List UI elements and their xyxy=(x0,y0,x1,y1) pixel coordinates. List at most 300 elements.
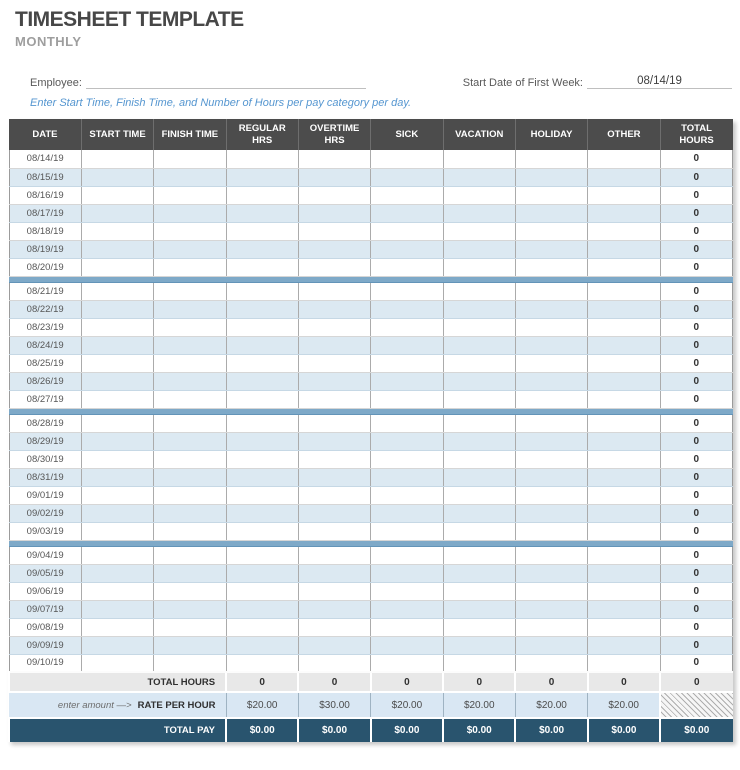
entry-cell[interactable] xyxy=(443,168,515,186)
entry-cell[interactable] xyxy=(443,204,515,222)
entry-cell[interactable] xyxy=(226,636,298,654)
entry-cell[interactable] xyxy=(298,300,370,318)
entry-cell[interactable] xyxy=(298,168,370,186)
total-hours-label: TOTAL HOURS xyxy=(9,672,226,692)
entry-cell[interactable] xyxy=(371,300,443,318)
entry-cell[interactable] xyxy=(154,654,226,672)
day-row xyxy=(9,522,733,540)
entry-cell[interactable] xyxy=(226,258,298,276)
total-pay-value: $0.00 xyxy=(660,718,732,742)
date-cell: 08/16/19 xyxy=(9,186,81,204)
entry-cell[interactable] xyxy=(371,354,443,372)
entry-cell[interactable] xyxy=(298,486,370,504)
entry-cell[interactable] xyxy=(81,168,153,186)
day-row xyxy=(9,486,733,504)
entry-cell[interactable] xyxy=(154,258,226,276)
entry-cell[interactable] xyxy=(588,318,660,336)
entry-cell[interactable] xyxy=(154,390,226,408)
entry-cell[interactable] xyxy=(298,258,370,276)
entry-cell[interactable] xyxy=(298,336,370,354)
entry-cell[interactable] xyxy=(588,354,660,372)
entry-cell[interactable] xyxy=(154,414,226,432)
rate-per-hour-label: RATE PER HOUR xyxy=(137,699,216,711)
entry-cell[interactable] xyxy=(515,468,587,486)
entry-cell[interactable] xyxy=(226,654,298,672)
daily-total-cell: 0 xyxy=(660,546,732,564)
entry-cell[interactable] xyxy=(154,354,226,372)
entry-cell[interactable] xyxy=(588,504,660,522)
entry-cell[interactable] xyxy=(515,546,587,564)
date-cell: 09/04/19 xyxy=(9,546,81,564)
entry-cell[interactable] xyxy=(443,372,515,390)
entry-cell[interactable] xyxy=(154,504,226,522)
entry-cell[interactable] xyxy=(443,618,515,636)
entry-cell[interactable] xyxy=(443,258,515,276)
daily-total-cell: 0 xyxy=(660,240,732,258)
entry-cell[interactable] xyxy=(154,582,226,600)
entry-cell[interactable] xyxy=(81,504,153,522)
entry-cell[interactable] xyxy=(443,546,515,564)
entry-cell[interactable] xyxy=(154,468,226,486)
entry-cell[interactable] xyxy=(371,336,443,354)
entry-cell[interactable] xyxy=(298,468,370,486)
entry-cell[interactable] xyxy=(298,282,370,300)
entry-cell[interactable] xyxy=(154,222,226,240)
rate-value-cell[interactable]: $20.00 xyxy=(443,692,515,718)
entry-cell[interactable] xyxy=(154,564,226,582)
entry-cell[interactable] xyxy=(588,240,660,258)
entry-cell[interactable] xyxy=(81,390,153,408)
entry-cell[interactable] xyxy=(154,186,226,204)
entry-cell[interactable] xyxy=(298,522,370,540)
day-row xyxy=(9,222,733,240)
entry-cell[interactable] xyxy=(154,600,226,618)
date-cell: 08/22/19 xyxy=(9,300,81,318)
timesheet-page xyxy=(0,8,740,770)
total-hours-value: 0 xyxy=(660,672,732,692)
entry-cell[interactable] xyxy=(588,258,660,276)
entry-cell[interactable] xyxy=(371,504,443,522)
day-row xyxy=(9,432,733,450)
entry-cell[interactable] xyxy=(226,222,298,240)
entry-cell[interactable] xyxy=(226,414,298,432)
entry-cell[interactable] xyxy=(81,654,153,672)
entry-cell[interactable] xyxy=(154,240,226,258)
date-cell: 09/06/19 xyxy=(9,582,81,600)
entry-cell[interactable] xyxy=(515,504,587,522)
entry-cell[interactable] xyxy=(81,450,153,468)
entry-cell[interactable] xyxy=(81,240,153,258)
entry-cell[interactable] xyxy=(515,150,587,168)
entry-cell[interactable] xyxy=(588,618,660,636)
entry-cell[interactable] xyxy=(515,522,587,540)
entry-cell[interactable] xyxy=(226,486,298,504)
entry-cell[interactable] xyxy=(226,168,298,186)
date-cell: 08/21/19 xyxy=(9,282,81,300)
entry-cell[interactable] xyxy=(443,654,515,672)
entry-cell[interactable] xyxy=(371,636,443,654)
rate-value-cell[interactable]: $20.00 xyxy=(226,692,298,718)
entry-cell[interactable] xyxy=(515,654,587,672)
entry-cell[interactable] xyxy=(443,432,515,450)
entry-cell[interactable] xyxy=(443,336,515,354)
daily-total-cell: 0 xyxy=(660,168,732,186)
entry-cell[interactable] xyxy=(588,582,660,600)
entry-cell[interactable] xyxy=(226,336,298,354)
entry-cell[interactable] xyxy=(371,486,443,504)
form-row xyxy=(30,75,732,89)
entry-cell[interactable] xyxy=(154,204,226,222)
entry-cell[interactable] xyxy=(588,372,660,390)
entry-cell[interactable] xyxy=(371,240,443,258)
day-row xyxy=(9,546,733,564)
day-row xyxy=(9,654,733,672)
column-header-sick: SICK xyxy=(371,119,443,150)
entry-cell[interactable] xyxy=(154,168,226,186)
entry-cell[interactable] xyxy=(515,300,587,318)
entry-cell[interactable] xyxy=(298,150,370,168)
rate-per-hour-row xyxy=(9,692,733,718)
entry-cell[interactable] xyxy=(226,300,298,318)
entry-cell[interactable] xyxy=(443,600,515,618)
entry-cell[interactable] xyxy=(298,390,370,408)
entry-cell[interactable] xyxy=(588,432,660,450)
entry-cell[interactable] xyxy=(81,486,153,504)
daily-total-cell: 0 xyxy=(660,414,732,432)
daily-total-cell: 0 xyxy=(660,150,732,168)
entry-cell[interactable] xyxy=(443,186,515,204)
entry-cell[interactable] xyxy=(298,546,370,564)
entry-cell[interactable] xyxy=(588,600,660,618)
entry-cell[interactable] xyxy=(443,222,515,240)
entry-cell[interactable] xyxy=(298,600,370,618)
entry-cell[interactable] xyxy=(81,414,153,432)
entry-cell[interactable] xyxy=(588,300,660,318)
entry-cell[interactable] xyxy=(371,582,443,600)
entry-cell[interactable] xyxy=(588,468,660,486)
date-cell: 09/01/19 xyxy=(9,486,81,504)
entry-cell[interactable] xyxy=(515,354,587,372)
daily-total-cell: 0 xyxy=(660,258,732,276)
entry-cell[interactable] xyxy=(371,600,443,618)
entry-cell[interactable] xyxy=(371,390,443,408)
entry-cell[interactable] xyxy=(81,432,153,450)
entry-cell[interactable] xyxy=(588,654,660,672)
entry-cell[interactable] xyxy=(81,150,153,168)
entry-cell[interactable] xyxy=(81,600,153,618)
entry-cell[interactable] xyxy=(371,258,443,276)
entry-cell[interactable] xyxy=(154,282,226,300)
entry-cell[interactable] xyxy=(371,150,443,168)
entry-cell[interactable] xyxy=(515,390,587,408)
entry-cell[interactable] xyxy=(371,450,443,468)
entry-cell[interactable] xyxy=(226,318,298,336)
entry-cell[interactable] xyxy=(226,546,298,564)
entry-cell[interactable] xyxy=(443,318,515,336)
day-row xyxy=(9,468,733,486)
entry-cell[interactable] xyxy=(515,186,587,204)
entry-cell[interactable] xyxy=(515,168,587,186)
entry-cell[interactable] xyxy=(443,300,515,318)
entry-cell[interactable] xyxy=(298,354,370,372)
entry-cell[interactable] xyxy=(226,204,298,222)
daily-total-cell: 0 xyxy=(660,204,732,222)
page-subtitle: MONTHLY xyxy=(15,34,82,49)
entry-cell[interactable] xyxy=(154,546,226,564)
entry-cell[interactable] xyxy=(515,240,587,258)
entry-cell[interactable] xyxy=(298,504,370,522)
entry-cell[interactable] xyxy=(588,564,660,582)
entry-cell[interactable] xyxy=(81,354,153,372)
entry-cell[interactable] xyxy=(81,222,153,240)
entry-cell[interactable] xyxy=(371,546,443,564)
entry-cell[interactable] xyxy=(81,186,153,204)
entry-cell[interactable] xyxy=(443,582,515,600)
entry-cell[interactable] xyxy=(154,318,226,336)
entry-cell[interactable] xyxy=(298,636,370,654)
entry-cell[interactable] xyxy=(443,564,515,582)
entry-cell[interactable] xyxy=(298,414,370,432)
entry-cell[interactable] xyxy=(443,504,515,522)
day-row xyxy=(9,336,733,354)
entry-cell[interactable] xyxy=(81,564,153,582)
entry-cell[interactable] xyxy=(443,240,515,258)
column-header-finish-time: FINISH TIME xyxy=(154,119,226,150)
entry-cell[interactable] xyxy=(154,618,226,636)
entry-cell[interactable] xyxy=(588,168,660,186)
entry-cell[interactable] xyxy=(371,522,443,540)
entry-cell[interactable] xyxy=(298,240,370,258)
entry-cell[interactable] xyxy=(226,390,298,408)
rate-value-cell[interactable]: $20.00 xyxy=(515,692,587,718)
employee-input[interactable] xyxy=(86,75,366,89)
entry-cell[interactable] xyxy=(226,468,298,486)
entry-cell[interactable] xyxy=(298,654,370,672)
entry-cell[interactable] xyxy=(443,486,515,504)
entry-cell[interactable] xyxy=(588,222,660,240)
entry-cell[interactable] xyxy=(588,204,660,222)
daily-total-cell: 0 xyxy=(660,468,732,486)
entry-cell[interactable] xyxy=(81,636,153,654)
entry-cell[interactable] xyxy=(515,582,587,600)
entry-cell[interactable] xyxy=(81,336,153,354)
entry-cell[interactable] xyxy=(154,300,226,318)
date-cell: 08/15/19 xyxy=(9,168,81,186)
daily-total-cell: 0 xyxy=(660,432,732,450)
entry-cell[interactable] xyxy=(371,168,443,186)
date-cell: 08/18/19 xyxy=(9,222,81,240)
entry-cell[interactable] xyxy=(588,450,660,468)
entry-cell[interactable] xyxy=(515,414,587,432)
date-cell: 08/20/19 xyxy=(9,258,81,276)
entry-cell[interactable] xyxy=(371,654,443,672)
entry-cell[interactable] xyxy=(515,600,587,618)
entry-cell[interactable] xyxy=(515,204,587,222)
date-cell: 08/23/19 xyxy=(9,318,81,336)
entry-cell[interactable] xyxy=(371,468,443,486)
enter-amount-hint: enter amount —> xyxy=(57,699,132,711)
entry-cell[interactable] xyxy=(154,336,226,354)
entry-cell[interactable] xyxy=(371,186,443,204)
entry-cell[interactable] xyxy=(515,564,587,582)
day-row xyxy=(9,600,733,618)
entry-cell[interactable] xyxy=(443,282,515,300)
entry-cell[interactable] xyxy=(371,414,443,432)
entry-cell[interactable] xyxy=(226,582,298,600)
entry-cell[interactable] xyxy=(515,336,587,354)
total-pay-value: $0.00 xyxy=(298,718,370,742)
entry-cell[interactable] xyxy=(371,318,443,336)
date-cell: 08/27/19 xyxy=(9,390,81,408)
total-hours-value: 0 xyxy=(443,672,515,692)
date-cell: 08/19/19 xyxy=(9,240,81,258)
day-row xyxy=(9,618,733,636)
entry-cell[interactable] xyxy=(154,150,226,168)
entry-cell[interactable] xyxy=(81,282,153,300)
rate-value-cell[interactable]: $20.00 xyxy=(371,692,443,718)
entry-cell[interactable] xyxy=(298,618,370,636)
entry-cell[interactable] xyxy=(81,522,153,540)
entry-cell[interactable] xyxy=(588,186,660,204)
entry-cell[interactable] xyxy=(154,522,226,540)
entry-cell[interactable] xyxy=(154,450,226,468)
entry-cell[interactable] xyxy=(226,282,298,300)
entry-cell[interactable] xyxy=(226,450,298,468)
start-date-input[interactable]: 08/14/19 xyxy=(587,75,732,89)
entry-cell[interactable] xyxy=(81,300,153,318)
entry-cell[interactable] xyxy=(515,282,587,300)
entry-cell[interactable] xyxy=(226,600,298,618)
entry-cell[interactable] xyxy=(515,318,587,336)
day-row xyxy=(9,186,733,204)
total-hours-value: 0 xyxy=(298,672,370,692)
day-row xyxy=(9,504,733,522)
date-cell: 09/10/19 xyxy=(9,654,81,672)
daily-total-cell: 0 xyxy=(660,522,732,540)
entry-cell[interactable] xyxy=(298,450,370,468)
entry-cell[interactable] xyxy=(81,582,153,600)
entry-cell[interactable] xyxy=(443,468,515,486)
entry-cell[interactable] xyxy=(81,318,153,336)
date-cell: 08/31/19 xyxy=(9,468,81,486)
entry-cell[interactable] xyxy=(515,258,587,276)
entry-cell[interactable] xyxy=(588,150,660,168)
entry-cell[interactable] xyxy=(298,318,370,336)
entry-cell[interactable] xyxy=(81,546,153,564)
entry-cell[interactable] xyxy=(515,486,587,504)
entry-cell[interactable] xyxy=(226,504,298,522)
entry-cell[interactable] xyxy=(226,354,298,372)
entry-cell[interactable] xyxy=(371,222,443,240)
entry-cell[interactable] xyxy=(154,636,226,654)
date-cell: 08/28/19 xyxy=(9,414,81,432)
entry-cell[interactable] xyxy=(81,468,153,486)
date-cell: 09/08/19 xyxy=(9,618,81,636)
entry-cell[interactable] xyxy=(443,150,515,168)
entry-cell[interactable] xyxy=(154,372,226,390)
entry-cell[interactable] xyxy=(298,432,370,450)
entry-cell[interactable] xyxy=(588,390,660,408)
entry-cell[interactable] xyxy=(81,204,153,222)
column-header-total-hours: TOTAL HOURS xyxy=(660,119,732,150)
entry-cell[interactable] xyxy=(588,636,660,654)
entry-cell[interactable] xyxy=(588,414,660,432)
entry-cell[interactable] xyxy=(298,582,370,600)
date-cell: 08/17/19 xyxy=(9,204,81,222)
employee-label: Employee: xyxy=(30,77,82,89)
entry-cell[interactable] xyxy=(81,618,153,636)
entry-cell[interactable] xyxy=(371,282,443,300)
entry-cell[interactable] xyxy=(371,618,443,636)
date-cell: 08/30/19 xyxy=(9,450,81,468)
entry-cell[interactable] xyxy=(226,150,298,168)
daily-total-cell: 0 xyxy=(660,300,732,318)
entry-cell[interactable] xyxy=(81,372,153,390)
daily-total-cell: 0 xyxy=(660,618,732,636)
entry-cell[interactable] xyxy=(81,258,153,276)
start-date-label: Start Date of First Week: xyxy=(462,77,583,89)
entry-cell[interactable] xyxy=(515,450,587,468)
entry-cell[interactable] xyxy=(515,618,587,636)
entry-cell[interactable] xyxy=(226,186,298,204)
daily-total-cell: 0 xyxy=(660,282,732,300)
entry-cell[interactable] xyxy=(515,222,587,240)
entry-cell[interactable] xyxy=(371,564,443,582)
rate-value-cell[interactable]: $30.00 xyxy=(298,692,370,718)
entry-cell[interactable] xyxy=(588,546,660,564)
daily-total-cell: 0 xyxy=(660,186,732,204)
entry-cell[interactable] xyxy=(371,432,443,450)
page-title: TIMESHEET TEMPLATE xyxy=(15,8,244,31)
entry-cell[interactable] xyxy=(226,372,298,390)
entry-cell[interactable] xyxy=(515,636,587,654)
entry-cell[interactable] xyxy=(443,354,515,372)
entry-cell[interactable] xyxy=(154,432,226,450)
entry-cell[interactable] xyxy=(588,336,660,354)
entry-cell[interactable] xyxy=(371,372,443,390)
rate-value-cell[interactable]: $20.00 xyxy=(588,692,660,718)
entry-cell[interactable] xyxy=(298,372,370,390)
total-hours-value: 0 xyxy=(515,672,587,692)
entry-cell[interactable] xyxy=(515,372,587,390)
daily-total-cell: 0 xyxy=(660,654,732,672)
entry-cell[interactable] xyxy=(588,282,660,300)
entry-cell[interactable] xyxy=(443,390,515,408)
entry-cell[interactable] xyxy=(226,618,298,636)
entry-cell[interactable] xyxy=(588,522,660,540)
entry-cell[interactable] xyxy=(226,240,298,258)
entry-cell[interactable] xyxy=(371,204,443,222)
day-row xyxy=(9,414,733,432)
entry-cell[interactable] xyxy=(443,636,515,654)
entry-cell[interactable] xyxy=(515,432,587,450)
entry-cell[interactable] xyxy=(298,204,370,222)
column-header-other: OTHER xyxy=(588,119,660,150)
entry-cell[interactable] xyxy=(298,186,370,204)
daily-total-cell: 0 xyxy=(660,222,732,240)
entry-cell[interactable] xyxy=(443,450,515,468)
entry-cell[interactable] xyxy=(298,564,370,582)
entry-cell[interactable] xyxy=(443,522,515,540)
entry-cell[interactable] xyxy=(588,486,660,504)
entry-cell[interactable] xyxy=(298,222,370,240)
day-row xyxy=(9,240,733,258)
entry-cell[interactable] xyxy=(226,432,298,450)
entry-cell[interactable] xyxy=(226,564,298,582)
entry-cell[interactable] xyxy=(226,522,298,540)
entry-cell[interactable] xyxy=(154,486,226,504)
entry-cell[interactable] xyxy=(443,414,515,432)
